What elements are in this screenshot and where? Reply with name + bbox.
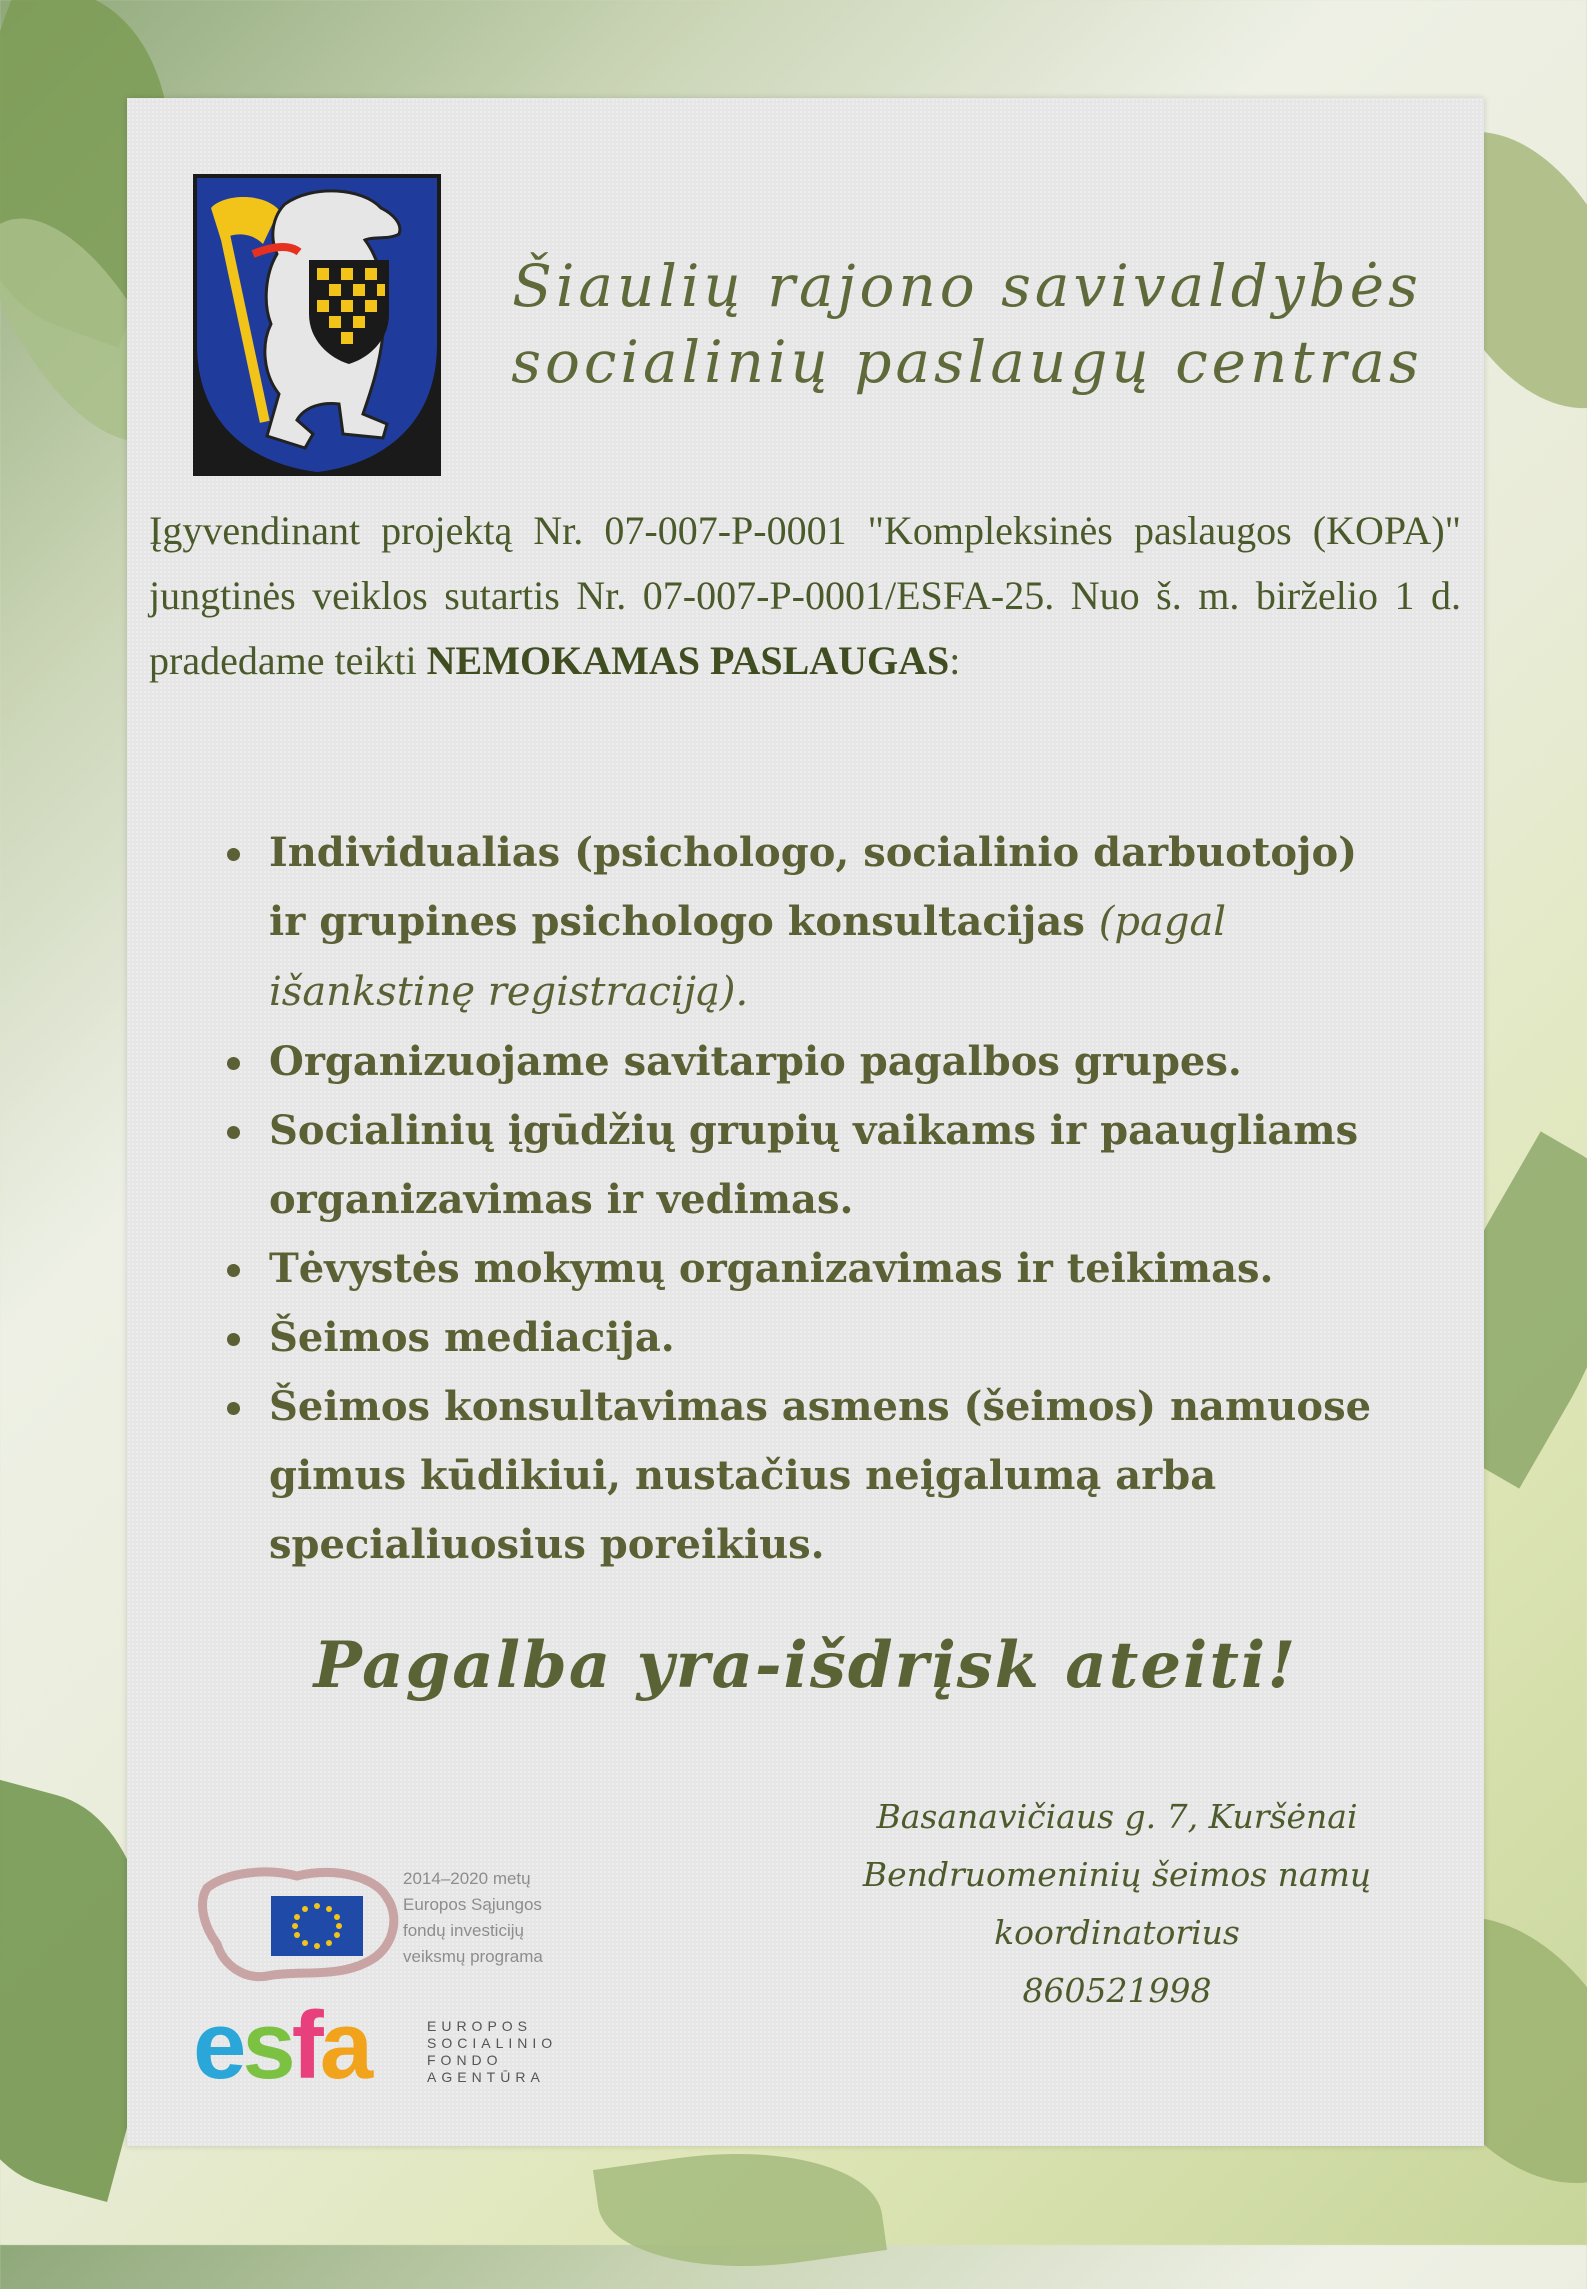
esfa-letter: a: [319, 1992, 370, 2099]
list-item: [227, 1234, 1407, 1303]
services-list: [227, 818, 1407, 1579]
list-item: [227, 1096, 1407, 1234]
list-item: [227, 1303, 1407, 1372]
service-text: Organizuojame savitarpio pagalbos grupes.: [269, 1038, 1242, 1085]
free-services-highlight: NEMOKAMAS PASLAUGAS: [426, 638, 950, 683]
esfa-agency-name: [427, 2018, 607, 2086]
contact-block: [767, 1788, 1467, 2020]
eu-caption-line: veiksmų programa: [403, 1947, 543, 1966]
service-text: Šeimos konsultavimas asmens (šeimos) namuose gimus kūdikiui, nustačius neįgalumą arba specialiuosius poreikius.: [269, 1383, 1372, 1568]
contact-phone: 860521998: [1022, 1971, 1212, 2010]
esfa-name-line: AGENTŪRA: [427, 2069, 545, 2085]
intro-paragraph: [149, 498, 1461, 693]
esfa-letter: s: [242, 1992, 292, 2099]
intro-colon: :: [949, 638, 961, 683]
organization-title: [467, 248, 1467, 400]
eu-caption-line: 2014–2020 metų: [403, 1869, 531, 1888]
org-title-line2: socialinių paslaugų centras: [511, 328, 1423, 396]
list-item: [227, 1372, 1407, 1579]
coat-of-arms-icon: [193, 174, 441, 476]
service-text: Tėvystės mokymų organizavimas ir teikimas.: [269, 1245, 1274, 1292]
esfa-letter: e: [193, 1992, 243, 2099]
list-item: [227, 818, 1407, 1027]
service-note: (pagal išankstinę registraciją).: [269, 899, 1227, 1015]
eu-flag-icon: [271, 1896, 363, 1956]
esfa-letter: f: [291, 1992, 320, 2099]
esfa-name-line: SOCIALINIO: [427, 2035, 558, 2051]
org-title-line1: Šiaulių rajono savivaldybės: [512, 252, 1422, 320]
contact-address: Basanavičiaus g. 7, Kuršėnai: [876, 1797, 1358, 1836]
esfa-name-line: FONDO: [427, 2052, 503, 2068]
leaf-decoration: [593, 2131, 887, 2289]
eu-funds-caption: [403, 1866, 603, 1970]
intro-text: Įgyvendinant projektą Nr. 07-007-P-0001 "Kompleksinės paslaugos (KOPA)" jungtinės veiklos sutartis Nr. 07-007-P-0001/ESFA-25. Nuo š. m. birželio 1 d. pradedame teikti: [149, 508, 1461, 683]
slogan: Pagalba yra-išdrįsk ateiti!: [313, 1628, 1298, 1703]
service-text: Socialinių įgūdžių grupių vaikams ir paaugliams organizavimas ir vedimas.: [269, 1107, 1359, 1223]
poster-card: [127, 98, 1484, 2146]
esfa-logo: [193, 1992, 370, 2099]
esfa-name-line: EUROPOS: [427, 2018, 533, 2034]
service-text: Individualias (psichologo, socialinio darbuotojo) ir grupines psichologo konsultacijas: [269, 829, 1358, 945]
contact-role: Bendruomeninių šeimos namų koordinatorius: [862, 1855, 1372, 1952]
eu-caption-line: fondų investicijų: [403, 1921, 524, 1940]
list-item: [227, 1027, 1407, 1096]
service-text: Šeimos mediacija.: [269, 1314, 675, 1361]
eu-caption-line: Europos Sąjungos: [403, 1895, 542, 1914]
